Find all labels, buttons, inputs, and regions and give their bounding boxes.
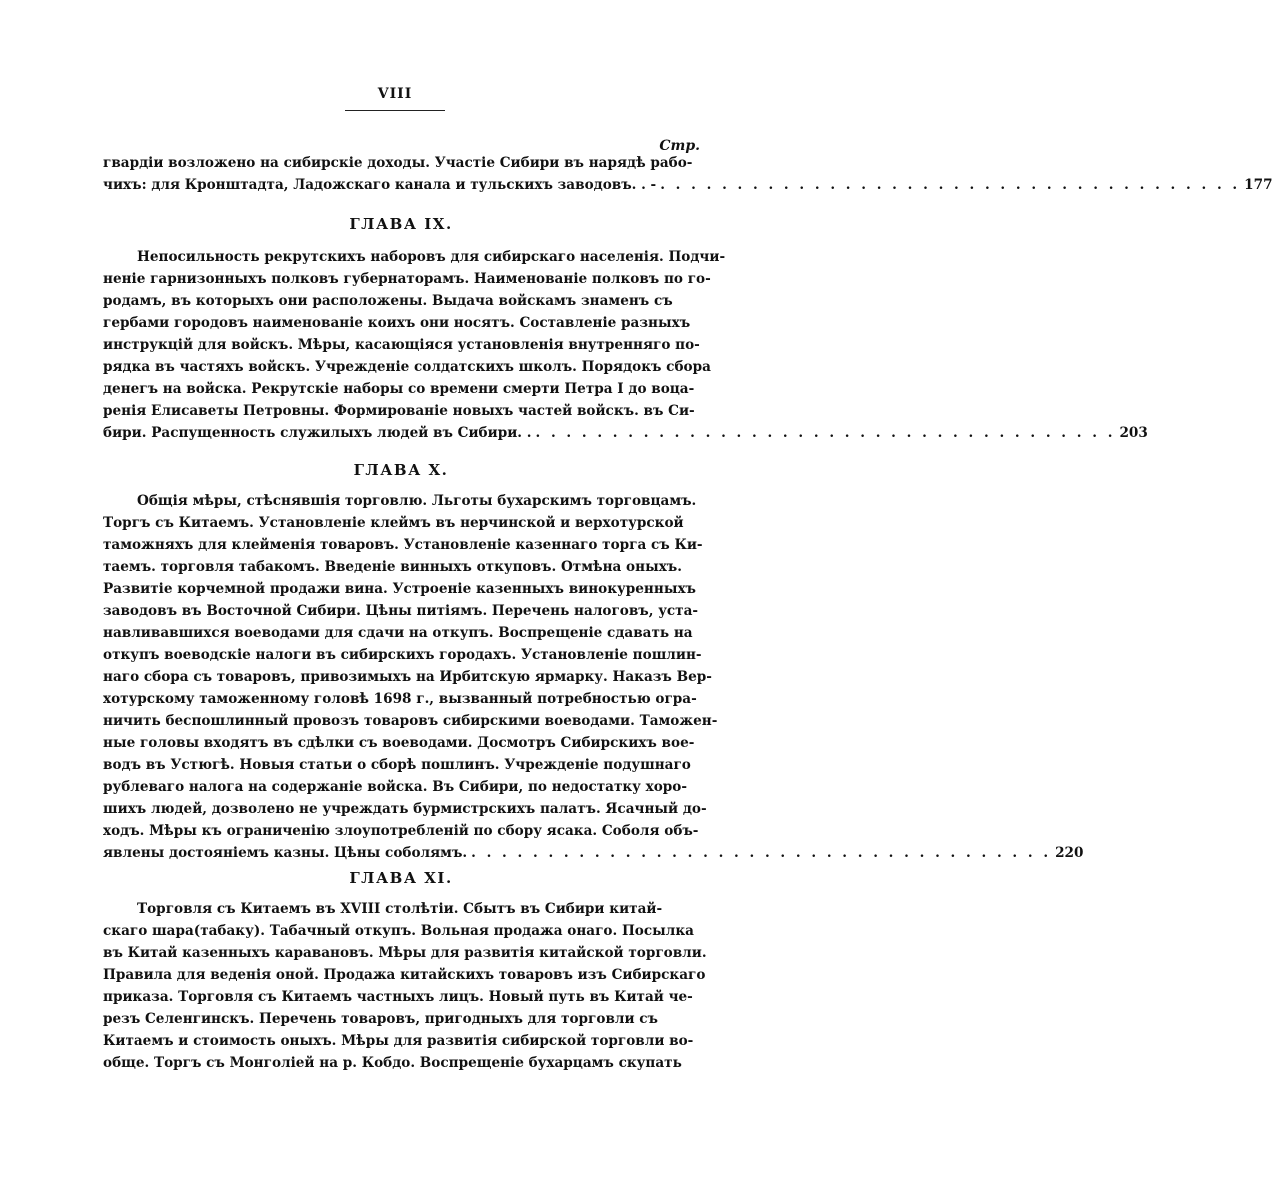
text-line: Общія мѣры, стѣснявшія торговлю. Льготы бухарскимъ торговцамъ. (137, 493, 697, 509)
text-line: бири. Распущенность служилыхъ людей въ Сибири. . . . . 203 (103, 422, 699, 444)
text-line: откупъ воеводскіе налоги въ сибирскихъ городахъ. Установленіе пошлин- (103, 647, 702, 663)
text-line: Китаемъ и стоимость оныхъ. Мѣры для развитія сибирской торговли во- (103, 1033, 694, 1049)
chapter-heading: ГЛАВА XI. (349, 869, 453, 887)
text-line: водъ въ Устюгѣ. Новыя статьи о сборѣ пошлинъ. Учрежденіе подушнаго (103, 757, 691, 773)
text-line: Непосильность рекрутскихъ наборовъ для сибирскаго населенія. Подчи- (137, 249, 726, 265)
text-line: обще. Торгъ съ Монголіей на р. Кобдо. Воспрещеніе бухарцамъ скупать (103, 1055, 682, 1071)
text-line: таможняхъ для клейменія товаровъ. Установленіе казеннаго торга съ Ки- (103, 537, 703, 553)
text-line: ные головы входятъ въ сдѣлки съ воеводами. Досмотръ Сибирскихъ вое- (103, 735, 695, 751)
text-line: таемъ. торговля табакомъ. Введеніе винныхъ откуповъ. Отмѣна оныхъ. (103, 559, 682, 575)
intro-block (103, 152, 1273, 196)
text-line: рядка въ частяхъ войскъ. Учрежденіе солдатскихъ школъ. Порядокъ сбора (103, 359, 711, 375)
text-line: гвардіи возложено на сибирскіе доходы. Участіе Сибири въ нарядѣ рабо- (103, 155, 693, 171)
page-ref: 177 (1244, 177, 1273, 193)
chapter-heading: ГЛАВА X. (353, 461, 449, 479)
text-line: явлены достояніемъ казны. Цѣны соболямъ. . . . 220 (103, 842, 699, 864)
text-line: гербами городовъ наименованіе коихъ они носятъ. Составленіе разныхъ (103, 315, 691, 331)
text-line: заводовъ въ Восточной Сибири. Цѣны питіямъ. Перечень налоговъ, уста- (103, 603, 699, 619)
page-number: VIII (377, 86, 413, 102)
leader-dots (531, 422, 1119, 444)
text-line: неніе гарнизонныхъ полковъ губернаторамъ. Наименованіе полковъ по го- (103, 271, 711, 287)
chapter-10-block (103, 490, 1084, 864)
chapter-heading: ГЛАВА IX. (349, 215, 453, 233)
chapter-9-block (103, 246, 1148, 444)
text-line: родамъ, въ которыхъ они расположены. Выдача войскамъ знаменъ съ (103, 293, 673, 309)
chapter-11-block (103, 898, 707, 1074)
page-ref: 220 (1055, 845, 1084, 861)
text-line: рублеваго налога на содержаніе войска. Въ Сибири, по недостатку хоро- (103, 779, 688, 795)
text-line: навливавшихся воеводами для сдачи на откупъ. Воспрещеніе сдавать на (103, 625, 693, 641)
header-rule (345, 110, 445, 111)
text-line: Торгъ съ Китаемъ. Установленіе клеймъ въ нерчинской и верхотурской (103, 515, 684, 531)
text-line: чихъ: для Кронштадта, Ладожскаго канала и тульскихъ заводовъ. . - . . . 177 (103, 174, 699, 196)
text-line: инструкцій для войскъ. Мѣры, касающіяся установленія внутренняго по- (103, 337, 700, 353)
text-line: резъ Селенгинскъ. Перечень товаровъ, пригодныхъ для торговли съ (103, 1011, 658, 1027)
text-line: Торговля съ Китаемъ въ XVIII столѣтіи. Сбытъ въ Сибири китай- (137, 901, 663, 917)
text-line: Развитіе корчемной продажи вина. Устроеніе казенныхъ винокуренныхъ (103, 581, 696, 597)
text-line: приказа. Торговля съ Китаемъ частныхъ лицъ. Новый путь въ Китай че- (103, 989, 693, 1005)
text-line: ренія Елисаветы Петровны. Формированіе новыхъ частей войскъ. въ Си- (103, 403, 695, 419)
text-line: наго сбора съ товаровъ, привозимыхъ на Ирбитскую ярмарку. Наказъ Вер- (103, 669, 712, 685)
text-line: денегъ на войска. Рекрутскіе наборы со времени смерти Петра I до воца- (103, 381, 695, 397)
text-line: ходъ. Мѣры къ ограниченію злоупотребленій по сбору ясака. Соболя объ- (103, 823, 699, 839)
leader-dots (656, 174, 1244, 196)
page-ref: 203 (1119, 425, 1148, 441)
text-line: хотурскому таможенному головѣ 1698 г., вызванный потребностью огра- (103, 691, 697, 707)
leader-dots (467, 842, 1055, 864)
text-line: въ Китай казенныхъ каравановъ. Мѣры для развитія китайской торговли. (103, 945, 707, 961)
page-column-label: Стр. (659, 138, 700, 154)
text-line: шихъ людей, дозволено не учреждать бурмистрскихъ палатъ. Ясачный до- (103, 801, 707, 817)
text-line: скаго шара(табаку). Табачный откупъ. Вольная продажа онаго. Посылка (103, 923, 694, 939)
text-line: Правила для веденія оной. Продажа китайскихъ товаровъ изъ Сибирскаго (103, 967, 706, 983)
text-line: ничить беспошлинный провозъ товаровъ сибирскими воеводами. Таможен- (103, 713, 718, 729)
